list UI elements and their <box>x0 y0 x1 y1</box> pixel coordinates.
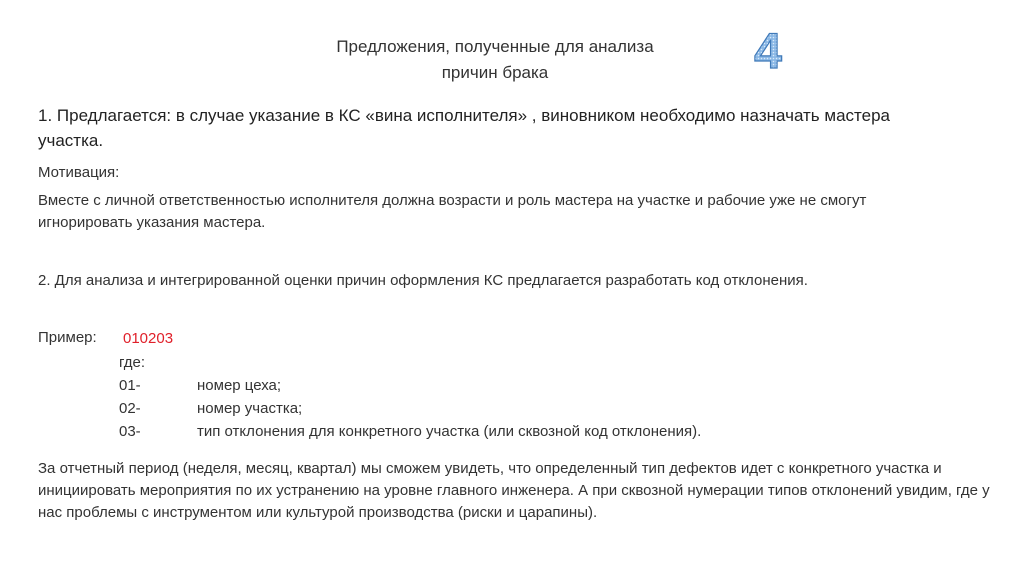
code-row <box>119 375 281 397</box>
title-line-1: Предложения, полученные для анализа <box>336 37 654 56</box>
slide-number-text: 4 <box>754 24 782 76</box>
code-row-code: 03- <box>119 423 141 440</box>
code-row-code: 01- <box>119 377 141 394</box>
slide-number-badge <box>748 24 788 76</box>
title-line-2: причин брака <box>441 63 549 82</box>
motivation-label: Мотивация: <box>38 164 120 181</box>
code-row-desc: тип отклонения для конкретного участка (или сквозной код отклонения). <box>197 423 702 440</box>
proposal-1: 1. Предлагается: в случае указание в КС «вина исполнителя» , виновником необходимо назначать мастера участка. <box>38 106 890 150</box>
example-label: Пример: <box>38 329 97 346</box>
proposal-2: 2. Для анализа и интегрированной оценки причин оформления КС предлагается разработать код отклонения. <box>38 272 808 289</box>
code-row <box>119 398 302 420</box>
code-row-desc: номер участка; <box>197 400 303 417</box>
code-row <box>119 421 701 443</box>
conclusion-text: За отчетный период (неделя, месяц, квартал) мы сможем увидеть, что определенный тип дефектов идет с конкретного участка и инициировать мероприятия по их устранению на уровне главного инженера. А при сквозной нумерации типов отклонений увидим, где у нас проблемы с инструментом или культурой производства (риски и царапины). <box>38 460 990 521</box>
where-label: где: <box>119 354 146 371</box>
slide-title <box>250 34 740 86</box>
example-code: 010203 <box>123 330 174 347</box>
motivation-text: Вместе с личной ответственностью исполнителя должна возрасти и роль мастера на участке и рабочие уже не смогут игнорировать указания мастера. <box>38 192 867 231</box>
code-row-code: 02- <box>119 400 141 417</box>
code-row-desc: номер цеха; <box>197 377 282 394</box>
